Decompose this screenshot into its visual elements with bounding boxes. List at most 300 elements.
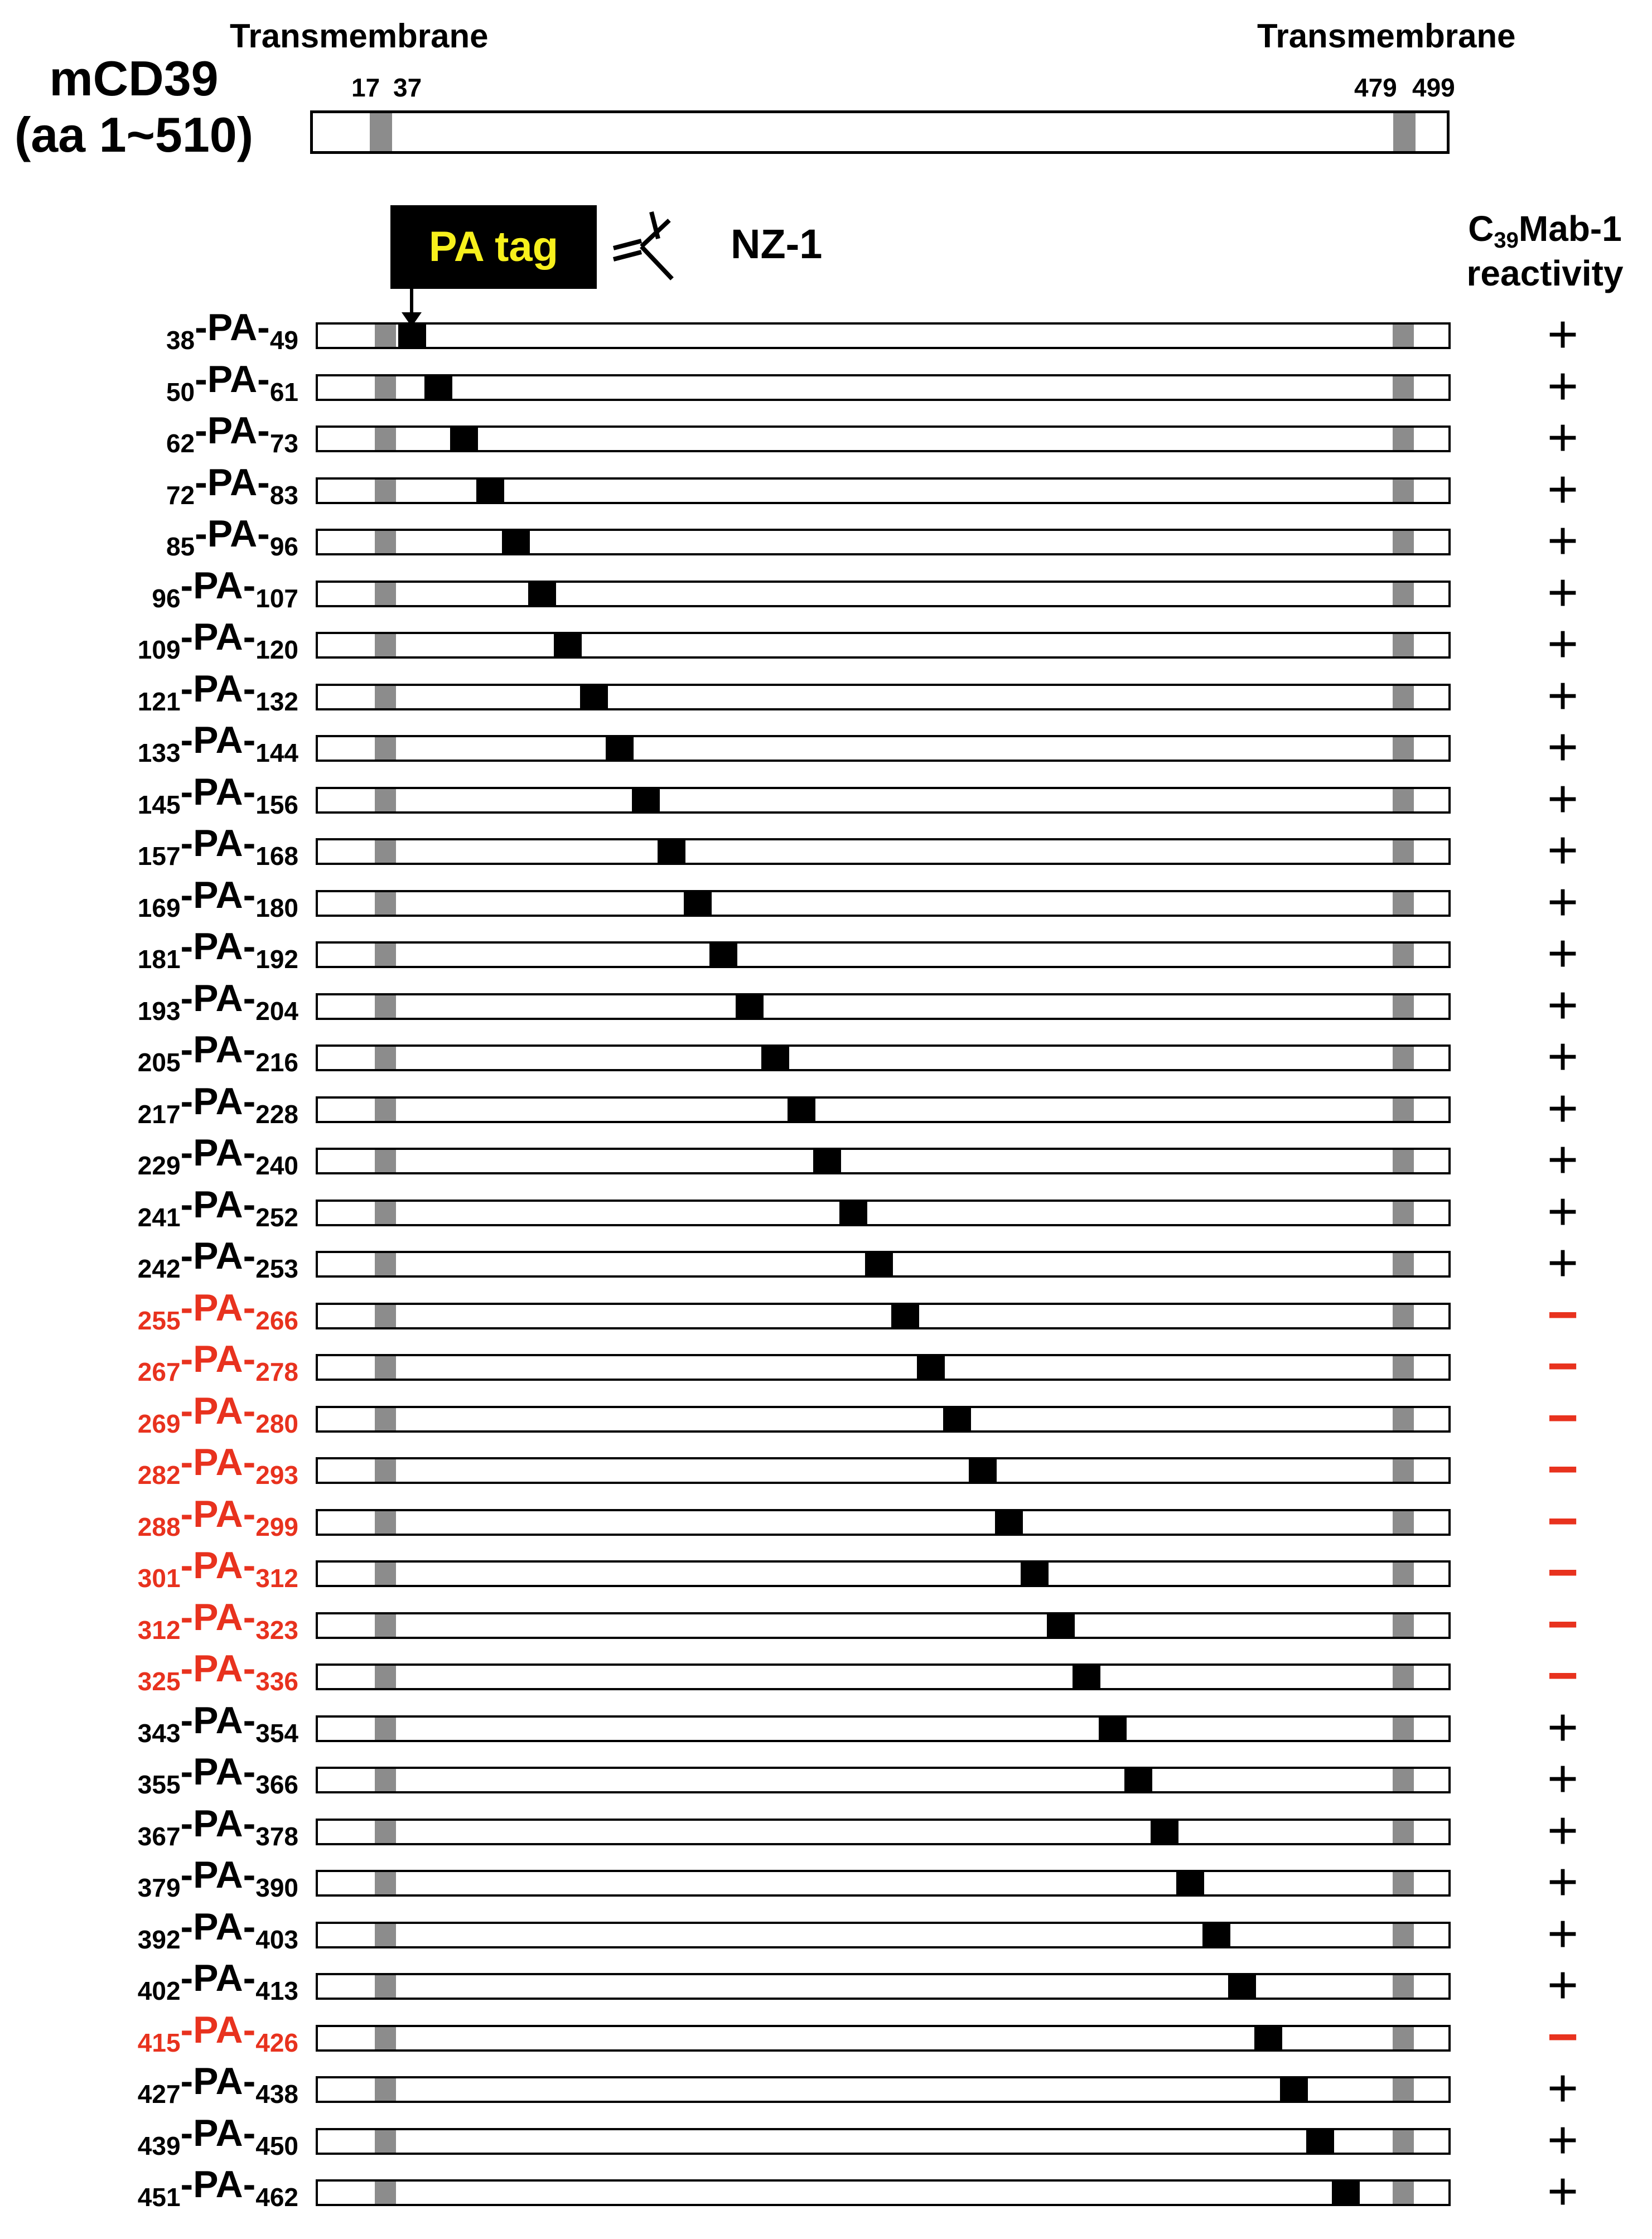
construct-start: 169	[137, 893, 181, 922]
construct-label	[137, 1956, 298, 2005]
construct-label	[137, 2163, 298, 2212]
construct-label	[137, 667, 298, 716]
construct-end: 252	[255, 1203, 298, 1232]
construct-label	[137, 1905, 298, 1954]
construct-label	[137, 821, 298, 871]
construct-bar	[316, 1560, 1451, 1587]
position-17: 17	[351, 73, 380, 102]
reactivity-mark: +	[1547, 975, 1579, 1035]
reactivity-mark: +	[1547, 1079, 1579, 1138]
reactivity-mark: +	[1547, 717, 1579, 777]
construct-pa-tag	[528, 582, 556, 606]
reactivity-header-line1: C39Mab-1	[1468, 209, 1622, 253]
construct-end: 280	[255, 1409, 298, 1438]
construct-start: 50	[166, 378, 195, 407]
construct-pa: -PA-	[180, 1287, 256, 1329]
construct-tm-n	[375, 1718, 396, 1740]
construct-bar	[316, 1715, 1451, 1742]
construct-tm-n	[375, 1769, 396, 1791]
construct-end: 390	[255, 1873, 298, 1902]
construct-pa: -PA-	[180, 1390, 256, 1432]
construct-pa-tag	[658, 839, 685, 864]
construct-end: 354	[255, 1719, 298, 1748]
construct-start: 392	[137, 1925, 181, 1954]
construct-bar	[316, 684, 1451, 710]
construct-bar	[316, 1663, 1451, 1690]
construct-tm-n	[375, 583, 396, 605]
construct-pa: -PA-	[180, 1854, 256, 1896]
construct-pa: -PA-	[180, 771, 256, 813]
construct-end: 216	[255, 1048, 298, 1077]
construct-pa: -PA-	[195, 306, 270, 349]
construct-pa: -PA-	[180, 1544, 256, 1587]
construct-tm-c	[1393, 1666, 1414, 1688]
construct-end: 426	[255, 2028, 298, 2057]
construct-tm-n	[375, 634, 396, 656]
reactivity-mark: +	[1547, 1852, 1579, 1912]
construct-pa: -PA-	[180, 822, 256, 864]
construct-end: 366	[255, 1770, 298, 1799]
construct-start: 242	[137, 1254, 181, 1283]
reactivity-mark: +	[1547, 2161, 1579, 2221]
construct-pa-tag	[788, 1097, 815, 1122]
construct-tm-c	[1393, 1047, 1414, 1069]
construct-label	[137, 1647, 298, 1696]
reactivity-mark: +	[1547, 1904, 1579, 1964]
construct-tm-n	[375, 995, 396, 1018]
construct-label	[137, 925, 298, 974]
construct-start: 402	[137, 1976, 181, 2005]
construct-tm-n	[375, 1614, 396, 1637]
construct-tm-c	[1393, 2182, 1414, 2204]
construct-bar	[316, 1973, 1451, 2000]
reactivity-mark: +	[1547, 2110, 1579, 2170]
construct-label	[137, 1234, 298, 1283]
construct-pa-tag	[1254, 2026, 1282, 2051]
construct-tm-n	[375, 480, 396, 502]
construct-bar	[316, 890, 1451, 917]
construct-pa-tag	[606, 736, 634, 761]
protein-title	[6, 50, 262, 163]
construct-tm-c	[1393, 1459, 1414, 1482]
construct-label	[137, 1028, 298, 1077]
antibody-label: NZ-1	[731, 221, 823, 267]
construct-pa: -PA-	[180, 1183, 256, 1226]
construct-tm-n	[375, 428, 396, 450]
construct-start: 269	[137, 1409, 181, 1438]
construct-bar	[316, 735, 1451, 762]
full-length-bar	[310, 110, 1450, 154]
construct-label	[166, 357, 298, 407]
construct-end: 132	[255, 687, 298, 716]
construct-start: 157	[137, 842, 181, 871]
construct-tm-n	[375, 2130, 396, 2153]
reactivity-mark: +	[1547, 820, 1579, 880]
reactivity-mark: −	[1547, 1285, 1579, 1345]
construct-bar	[316, 322, 1451, 349]
construct-bar	[316, 1457, 1451, 1484]
protein-name: mCD39	[49, 51, 219, 106]
construct-bar	[316, 1096, 1451, 1123]
construct-start: 241	[137, 1203, 181, 1232]
construct-pa: -PA-	[180, 564, 256, 607]
construct-tm-n	[375, 1305, 396, 1327]
reactivity-header-line2: reactivity	[1466, 253, 1624, 293]
protein-range: (aa 1~510)	[14, 107, 254, 163]
construct-bar	[316, 425, 1451, 452]
construct-label	[137, 1699, 298, 1748]
construct-end: 413	[255, 1976, 298, 2005]
construct-tm-c	[1393, 480, 1414, 502]
reactivity-mark: +	[1547, 1955, 1579, 2015]
reactivity-mark: −	[1547, 1491, 1579, 1551]
construct-tm-n	[375, 1821, 396, 1843]
construct-bar	[316, 581, 1451, 607]
construct-end: 240	[255, 1151, 298, 1180]
construct-bar	[316, 1354, 1451, 1381]
construct-bar	[316, 2179, 1451, 2206]
construct-start: 325	[137, 1667, 181, 1696]
construct-bar	[316, 941, 1451, 968]
construct-end: 156	[255, 790, 298, 819]
construct-start: 367	[137, 1822, 181, 1851]
construct-tm-c	[1393, 737, 1414, 760]
construct-start: 85	[166, 532, 195, 561]
construct-tm-n	[375, 1975, 396, 1998]
construct-bar	[316, 1406, 1451, 1433]
construct-tm-n	[375, 1924, 396, 1946]
construct-tm-n	[375, 1202, 396, 1224]
reactivity-mark: −	[1547, 1439, 1579, 1499]
reactivity-mark: −	[1547, 2007, 1579, 2067]
reactivity-mark: +	[1547, 1130, 1579, 1189]
construct-bar	[316, 1922, 1451, 1948]
construct-tm-n	[375, 1563, 396, 1585]
construct-bar	[316, 1509, 1451, 1536]
construct-pa-tag	[839, 1201, 867, 1225]
construct-tm-c	[1393, 1253, 1414, 1275]
construct-tm-c	[1393, 1614, 1414, 1637]
construct-label	[137, 873, 298, 922]
construct-tm-c	[1393, 531, 1414, 553]
construct-pa: -PA-	[180, 1235, 256, 1277]
construct-tm-c	[1393, 1821, 1414, 1843]
construct-label	[137, 1131, 298, 1180]
construct-tm-c	[1393, 1872, 1414, 1894]
construct-label	[137, 1750, 298, 1799]
construct-pa: -PA-	[180, 925, 256, 968]
construct-label	[137, 1853, 298, 1902]
construct-start: 121	[137, 687, 181, 716]
construct-pa-tag	[1151, 1820, 1178, 1844]
construct-start: 355	[137, 1770, 181, 1799]
construct-label	[137, 1595, 298, 1645]
construct-tm-c	[1393, 892, 1414, 915]
construct-pa-tag	[554, 633, 582, 657]
construct-tm-c	[1393, 2027, 1414, 2049]
construct-tm-c	[1393, 1511, 1414, 1534]
construct-start: 267	[137, 1357, 181, 1386]
construct-end: 61	[269, 378, 298, 407]
reactivity-mark: +	[1547, 614, 1579, 674]
construct-tm-c	[1393, 1408, 1414, 1430]
reactivity-mark: −	[1547, 1594, 1579, 1654]
construct-label	[137, 976, 298, 1026]
construct-pa-tag	[450, 427, 478, 451]
construct-end: 228	[255, 1100, 298, 1129]
construct-end: 438	[255, 2080, 298, 2109]
construct-tm-c	[1393, 995, 1414, 1018]
construct-pa-tag	[865, 1252, 893, 1276]
construct-bar	[316, 529, 1451, 555]
construct-label	[137, 1183, 298, 1232]
construct-tm-c	[1393, 1356, 1414, 1379]
construct-label	[137, 1544, 298, 1593]
construct-pa: -PA-	[180, 1957, 256, 1999]
construct-pa: -PA-	[180, 1750, 256, 1793]
construct-tm-n	[375, 1459, 396, 1482]
construct-label	[137, 1080, 298, 1129]
construct-end: 73	[269, 429, 298, 458]
construct-end: 204	[255, 997, 298, 1026]
construct-pa: -PA-	[180, 1699, 256, 1742]
construct-end: 312	[255, 1564, 298, 1593]
reactivity-mark: +	[1547, 563, 1579, 622]
construct-bar	[316, 1200, 1451, 1226]
reactivity-mark: +	[1547, 2058, 1579, 2118]
construct-tm-n	[375, 840, 396, 863]
construct-pa-tag	[1099, 1716, 1127, 1741]
antibody-icon	[608, 206, 692, 290]
construct-bar	[316, 374, 1451, 401]
construct-end: 253	[255, 1254, 298, 1283]
construct-tm-n	[375, 531, 396, 553]
construct-end: 462	[255, 2183, 298, 2212]
construct-bar	[316, 1044, 1451, 1071]
construct-pa: -PA-	[195, 358, 270, 400]
construct-tm-c	[1393, 634, 1414, 656]
construct-tm-c	[1393, 2130, 1414, 2153]
construct-pa: -PA-	[180, 2060, 256, 2102]
construct-tm-n	[375, 1150, 396, 1172]
construct-tm-c	[1393, 1718, 1414, 1740]
construct-label	[137, 2111, 298, 2160]
construct-start: 109	[137, 635, 181, 664]
construct-pa-tag	[1021, 1561, 1049, 1586]
construct-start: 451	[137, 2183, 181, 2212]
construct-pa-tag	[709, 942, 737, 967]
construct-start: 181	[137, 945, 181, 974]
construct-pa-tag	[476, 478, 504, 503]
construct-start: 343	[137, 1719, 181, 1748]
construct-start: 72	[166, 481, 195, 510]
construct-pa-tag	[969, 1458, 997, 1483]
construct-end: 192	[255, 945, 298, 974]
construct-bar	[316, 1148, 1451, 1174]
construct-pa-tag	[424, 375, 452, 400]
construct-pa-tag	[736, 994, 764, 1019]
construct-pa-tag	[891, 1304, 919, 1328]
construct-tm-c	[1393, 325, 1414, 347]
construct-label	[137, 718, 298, 767]
reactivity-mark: −	[1547, 1336, 1579, 1396]
construct-tm-n	[375, 325, 396, 347]
construct-label	[137, 1492, 298, 1541]
reactivity-mark: +	[1547, 1027, 1579, 1086]
construct-tm-c	[1393, 376, 1414, 399]
construct-pa: -PA-	[180, 1802, 256, 1845]
construct-tm-n	[375, 1511, 396, 1534]
construct-start: 379	[137, 1873, 181, 1902]
construct-pa-tag	[761, 1046, 789, 1070]
construct-tm-c	[1393, 789, 1414, 811]
construct-end: 266	[255, 1306, 298, 1335]
construct-pa-tag	[1124, 1768, 1152, 1792]
construct-end: 180	[255, 893, 298, 922]
construct-pa: -PA-	[180, 616, 256, 658]
construct-end: 293	[255, 1461, 298, 1490]
construct-label	[166, 512, 298, 561]
construct-tm-n	[375, 944, 396, 966]
construct-pa: -PA-	[180, 1080, 256, 1123]
construct-start: 439	[137, 2131, 181, 2160]
reactivity-mark: +	[1547, 511, 1579, 570]
construct-bar	[316, 1819, 1451, 1845]
construct-pa-tag	[1332, 2180, 1360, 2205]
construct-start: 217	[137, 1100, 181, 1129]
construct-start: 282	[137, 1461, 181, 1490]
pa-tag-box: PA tag	[390, 205, 597, 289]
construct-tm-n	[375, 1047, 396, 1069]
construct-bar	[316, 1612, 1451, 1639]
construct-end: 168	[255, 842, 298, 871]
construct-tm-n	[375, 1099, 396, 1121]
construct-tm-c	[1393, 1202, 1414, 1224]
construct-tm-c	[1393, 428, 1414, 450]
reactivity-mark: +	[1547, 356, 1579, 416]
construct-tm-c	[1393, 1924, 1414, 1946]
construct-tm-n	[375, 376, 396, 399]
construct-end: 144	[255, 738, 298, 767]
construct-label	[137, 1440, 298, 1490]
reactivity-mark: +	[1547, 304, 1579, 364]
transmembrane-segment-n	[370, 113, 392, 151]
construct-tm-c	[1393, 583, 1414, 605]
construct-pa: -PA-	[180, 2112, 256, 2154]
construct-pa: -PA-	[180, 1647, 256, 1690]
construct-pa: -PA-	[180, 1596, 256, 1638]
construct-tm-n	[375, 737, 396, 760]
construct-pa: -PA-	[180, 668, 256, 710]
reactivity-mark: +	[1547, 460, 1579, 519]
construct-label	[166, 461, 298, 510]
construct-pa: -PA-	[180, 874, 256, 916]
reactivity-mark: +	[1547, 872, 1579, 932]
construct-pa: -PA-	[180, 977, 256, 1019]
position-37: 37	[393, 73, 422, 102]
construct-pa: -PA-	[180, 1338, 256, 1380]
reactivity-mark: −	[1547, 1542, 1579, 1602]
construct-tm-n	[375, 2078, 396, 2101]
construct-pa: -PA-	[180, 1441, 256, 1483]
transmembrane-label-left: Transmembrane	[230, 17, 489, 55]
construct-tm-n	[375, 1666, 396, 1688]
construct-label	[137, 1286, 298, 1335]
construct-tm-c	[1393, 1975, 1414, 1998]
construct-start: 205	[137, 1048, 181, 1077]
construct-pa-tag	[1073, 1665, 1100, 1689]
construct-end: 49	[269, 326, 298, 355]
position-499: 499	[1412, 73, 1455, 102]
construct-start: 427	[137, 2080, 181, 2109]
construct-end: 378	[255, 1822, 298, 1851]
construct-pa-tag	[1228, 1974, 1256, 1999]
construct-pa: -PA-	[195, 461, 270, 504]
reactivity-header	[1445, 206, 1645, 296]
construct-bar	[316, 993, 1451, 1020]
construct-bar	[316, 838, 1451, 865]
construct-end: 403	[255, 1925, 298, 1954]
construct-start: 255	[137, 1306, 181, 1335]
construct-tm-c	[1393, 1099, 1414, 1121]
construct-pa-tag	[1306, 2129, 1334, 2154]
construct-pa-tag	[1202, 1923, 1230, 1947]
construct-end: 323	[255, 1616, 298, 1645]
construct-label	[137, 1802, 298, 1851]
construct-label	[166, 409, 298, 458]
construct-pa-tag	[502, 530, 530, 554]
construct-start: 62	[166, 429, 195, 458]
construct-pa-tag	[580, 685, 608, 709]
construct-bar	[316, 632, 1451, 659]
construct-bar	[316, 787, 1451, 814]
construct-tm-c	[1393, 1305, 1414, 1327]
construct-pa-tag	[632, 788, 660, 813]
construct-pa: -PA-	[180, 2163, 256, 2206]
construct-pa: -PA-	[180, 719, 256, 761]
reactivity-mark: +	[1547, 408, 1579, 467]
construct-tm-n	[375, 2182, 396, 2204]
construct-label	[137, 615, 298, 664]
construct-end: 278	[255, 1357, 298, 1386]
reactivity-mark: −	[1547, 1646, 1579, 1705]
construct-pa-tag	[813, 1149, 841, 1173]
construct-end: 107	[255, 584, 298, 613]
construct-pa-tag	[1280, 2077, 1308, 2102]
construct-end: 450	[255, 2131, 298, 2160]
construct-label	[137, 770, 298, 819]
construct-tm-n	[375, 686, 396, 708]
construct-tm-n	[375, 1253, 396, 1275]
construct-bar	[316, 1870, 1451, 1897]
construct-end: 336	[255, 1667, 298, 1696]
construct-end: 120	[255, 635, 298, 664]
construct-pa: -PA-	[180, 2009, 256, 2051]
construct-tm-c	[1393, 1150, 1414, 1172]
construct-label	[152, 564, 298, 613]
construct-tm-c	[1393, 1769, 1414, 1791]
construct-start: 38	[166, 326, 195, 355]
construct-pa-tag	[943, 1407, 971, 1432]
construct-tm-c	[1393, 686, 1414, 708]
construct-pa-tag	[1176, 1871, 1204, 1895]
reactivity-mark: +	[1547, 1698, 1579, 1757]
construct-tm-n	[375, 2027, 396, 2049]
construct-tm-n	[375, 892, 396, 915]
construct-start: 145	[137, 790, 181, 819]
construct-label	[137, 1389, 298, 1438]
construct-tm-n	[375, 789, 396, 811]
